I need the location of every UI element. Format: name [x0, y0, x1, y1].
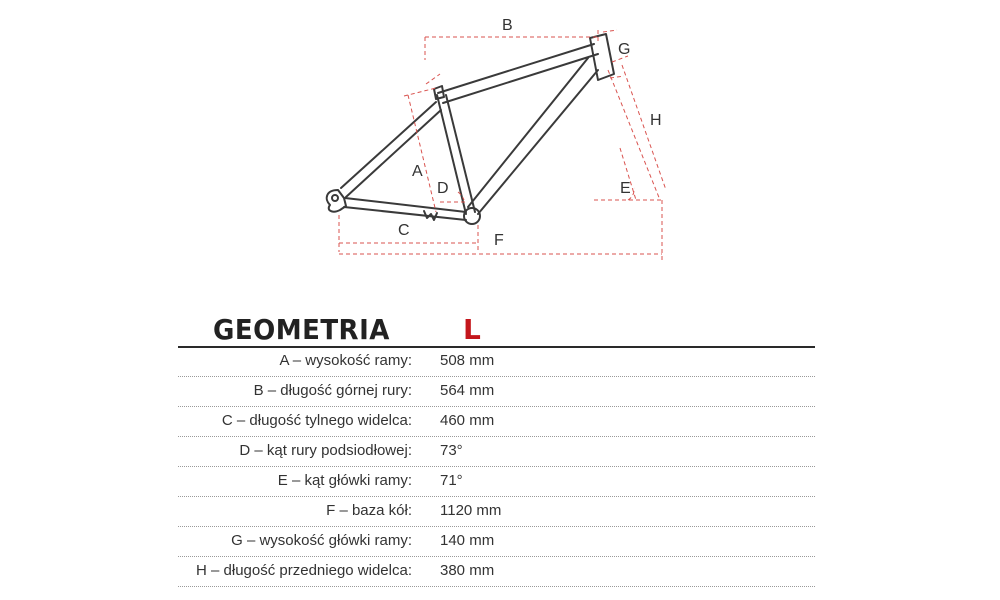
dimension-label-c: C — [398, 222, 410, 239]
spec-value: 380 mm — [440, 562, 495, 579]
dimension-label-g: G — [618, 41, 631, 58]
spec-label: H – długość przedniego widelca: — [196, 562, 412, 579]
dimension-label-a: A — [412, 163, 423, 180]
spec-label: F – baza kół: — [326, 502, 412, 519]
spec-value: 1120 mm — [440, 502, 502, 519]
dimension-label-h: H — [650, 112, 662, 129]
bike-frame — [327, 34, 614, 224]
dimension-label-e: E — [620, 180, 631, 197]
top-tube — [438, 44, 594, 93]
dimension-line-h — [608, 70, 660, 200]
dimension-label-b: B — [502, 17, 513, 34]
spec-label: A – wysokość ramy: — [279, 352, 412, 369]
spec-row — [178, 377, 815, 407]
spec-value: 508 mm — [440, 352, 495, 369]
spec-row — [178, 467, 815, 497]
dimension-line-g — [603, 30, 617, 32]
spec-value: 73° — [440, 442, 463, 459]
page-title: GEOMETRIA — [213, 313, 390, 346]
dimension-label-f: F — [494, 232, 504, 249]
head-tube — [590, 34, 614, 80]
spec-row — [178, 407, 815, 437]
spec-label: B – długość górnej rury: — [253, 382, 412, 399]
spec-label: D – kąt rury podsiodłowej: — [239, 442, 412, 459]
spec-row — [178, 347, 815, 377]
dimension-line-a — [408, 95, 436, 212]
spec-label: C – długość tylnego widelca: — [221, 412, 412, 429]
spec-row — [178, 557, 815, 587]
spec-row — [178, 527, 815, 557]
dimension-label-d: D — [437, 180, 449, 197]
spec-value: 71° — [440, 472, 463, 489]
spec-value: 460 mm — [440, 412, 495, 429]
bottom-bracket — [464, 208, 480, 224]
spec-label: E – kąt główki ramy: — [277, 472, 412, 489]
spec-value: 564 mm — [440, 382, 495, 399]
spec-row — [178, 497, 815, 527]
spec-value: 140 mm — [440, 532, 495, 549]
spec-row — [178, 437, 815, 467]
geometry-spec-table — [178, 347, 815, 587]
spec-label: G – wysokość główki ramy: — [231, 532, 412, 549]
frame-size-badge: L — [463, 313, 481, 346]
geometry-heading — [213, 313, 513, 349]
down-tube — [478, 70, 598, 214]
